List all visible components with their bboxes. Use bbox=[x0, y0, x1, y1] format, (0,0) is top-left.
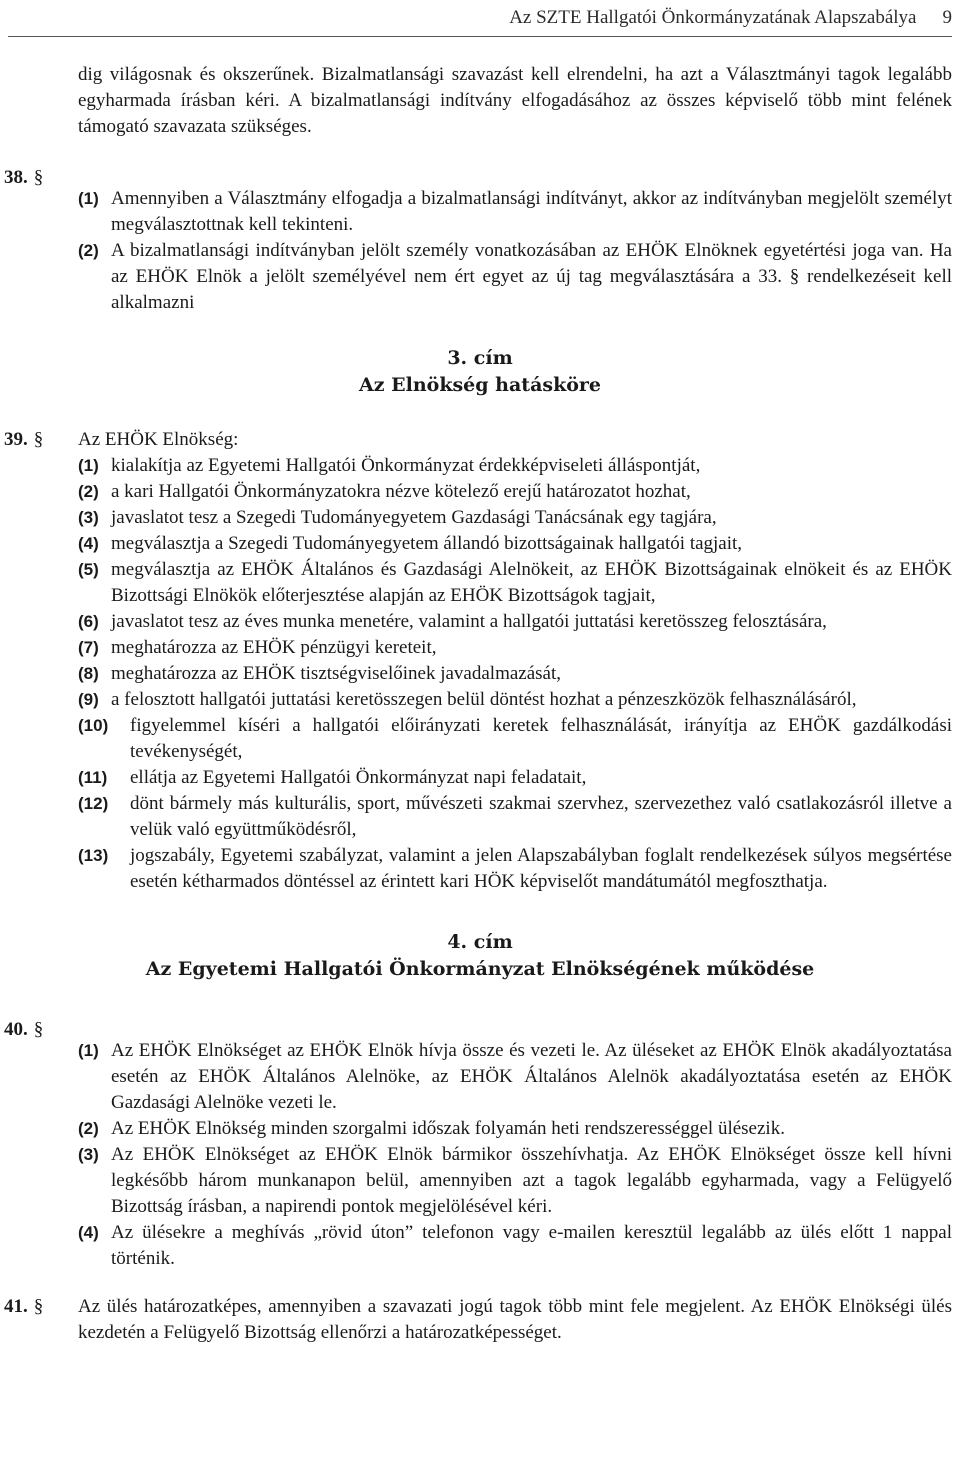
section-39-item: (6) javaslatot tesz az éves munka menetére, valamint a hallgatói juttatási keretösszeg felosztására, bbox=[78, 611, 827, 632]
section-39-item: (2) a kari Hallgatói Önkormányzatokra nézve kötelező erejű határozatot hozhat, bbox=[78, 481, 691, 502]
section-41-text: Az ülés határozatképes, amennyiben a szavazati jogú tagok több mint fele megjelent. Az EHÖK Elnökségi ülés kezdetén a Felügyelő Bizottság ellenőrzi a határozatképességet. bbox=[78, 1296, 952, 1343]
section-39-item: (8) meghatározza az EHÖK tisztségviselőinek javadalmazását, bbox=[78, 663, 561, 684]
section-39-item: (10) figyelemmel kíséri a hallgatói előirányzati keretek felhasználását, irányítja az EHÖK gazdálkodási tevékenységét, bbox=[78, 715, 952, 762]
section-39-item: (7) meghatározza az EHÖK pénzügyi kereteit, bbox=[78, 637, 437, 658]
item-text: Amennyiben a Választmány elfogadja a bizalmatlansági indítványt, akkor az indítványban megjelölt személyt megválasztottnak kell tekinteni. bbox=[111, 188, 952, 235]
section-39-item: (12) dönt bármely más kulturális, sport, művészeti szakmai szervhez, szervezethez való csatlakozásról illetve a velük való együttműködésről, bbox=[78, 793, 952, 840]
item-number: (2) bbox=[78, 241, 99, 260]
section-38-number: 38. § bbox=[4, 167, 44, 188]
section-38-item bbox=[78, 186, 952, 238]
chapter-3-heading bbox=[0, 345, 960, 399]
chapter-4-number: 4. cím bbox=[447, 931, 513, 953]
section-41 bbox=[0, 1294, 960, 1346]
chapter-4-title: Az Egyetemi Hallgatói Önkormányzat Elnökségének működése bbox=[145, 958, 815, 980]
section-39-item: (3) javaslatot tesz a Szegedi Tudományegyetem Gazdasági Tanácsának egy tagjára, bbox=[78, 507, 717, 528]
section-40-item: (2) Az EHÖK Elnökség minden szorgalmi időszak folyamán heti rendszerességgel ülésezik. bbox=[78, 1118, 785, 1139]
intro-text: dig világosnak és okszerűnek. Bizalmatlansági szavazást kell elrendelni, ha azt a Választmányi tagok legalább egyharmada írásban kéri. A bizalmatlansági indítvány elfogadásához az összes képviselő több mint felének támogató szavazata szükséges. bbox=[78, 64, 952, 137]
section-39-item: (11) ellátja az Egyetemi Hallgatói Önkormányzat napi feladatait, bbox=[78, 767, 587, 788]
section-39 bbox=[0, 427, 960, 895]
chapter-4-heading bbox=[0, 929, 960, 983]
section-39-item: (5) megválasztja az EHÖK Általános és Gazdasági Alelnökeit, az EHÖK Bizottságainak elnökeit és az EHÖK Bizottsági Elnökök előterjesztése alapján az EHÖK Bizottságok tagjait, bbox=[78, 559, 952, 606]
section-38 bbox=[0, 165, 960, 316]
page-number: 9 bbox=[942, 7, 952, 28]
section-39-item: (9) a felosztott hallgatói juttatási keretösszegen belül döntést hozhat a pénzeszközök felhasználásáról, bbox=[78, 689, 857, 710]
section-39-item: (4) megválasztja a Szegedi Tudományegyetem állandó bizottságainak hallgatói tagjait, bbox=[78, 533, 743, 554]
document-title: Az SZTE Hallgatói Önkormányzatának Alapszabálya bbox=[509, 7, 917, 28]
chapter-3-title: Az Elnökség hatásköre bbox=[358, 374, 602, 396]
chapter-3-number: 3. cím bbox=[447, 347, 513, 369]
section-39-lead: Az EHÖK Elnökség: bbox=[78, 429, 239, 450]
section-40-item: (4) Az ülésekre a meghívás „rövid úton” telefonon vagy e-mailen keresztül legalább az ülés előtt 1 nappal történik. bbox=[78, 1222, 952, 1269]
intro-paragraph bbox=[0, 62, 960, 140]
section-39-item: (13) jogszabály, Egyetemi szabályzat, valamint a jelen Alapszabályban foglalt rendelkezések súlyos megsértése esetén kétharmados döntéssel az érintett kari HÖK képviselőt mandátumától megfoszthatja. bbox=[78, 845, 952, 892]
section-40-item: (3) Az EHÖK Elnökséget az EHÖK Elnök bármikor összehívhatja. Az EHÖK Elnökséget össze kell hívni legkésőbb három munkanapon belül, amennyiben azt a tagok legalább egyharmada, vagy a Felügyelő Bizottság írásban, a napirendi pontok megjelölésével kéri. bbox=[78, 1144, 952, 1217]
section-40 bbox=[0, 1017, 960, 1272]
section-40-item: (1) Az EHÖK Elnökséget az EHÖK Elnök hívja össze és vezeti le. Az üléseket az EHÖK Elnök akadályoztatása esetén az EHÖK Általános Alelnöke, az EHÖK Általános Alelnök akadályoztatása esetén az EHÖK Gazdasági Alelnöke vezeti le. bbox=[78, 1040, 952, 1113]
page-header bbox=[509, 4, 952, 32]
header-rule bbox=[8, 36, 952, 37]
section-39-item: (1) kialakítja az Egyetemi Hallgatói Önkormányzat érdekképviseleti álláspontját, bbox=[78, 455, 701, 476]
item-text: A bizalmatlansági indítványban jelölt személy vonatkozásában az EHÖK Elnöknek egyetértési joga van. Ha az EHÖK Elnök a jelölt személyével nem ért egyet az új tag megválasztására a 33. § rendelkezéseit kell alkalmazni bbox=[111, 240, 952, 313]
section-38-item bbox=[78, 238, 952, 316]
section-41-number: 41. § bbox=[4, 1296, 44, 1317]
item-number: (1) bbox=[78, 189, 99, 208]
document-body bbox=[0, 62, 960, 1346]
section-40-number: 40. § bbox=[4, 1019, 44, 1040]
section-39-number: 39. § bbox=[4, 429, 44, 450]
